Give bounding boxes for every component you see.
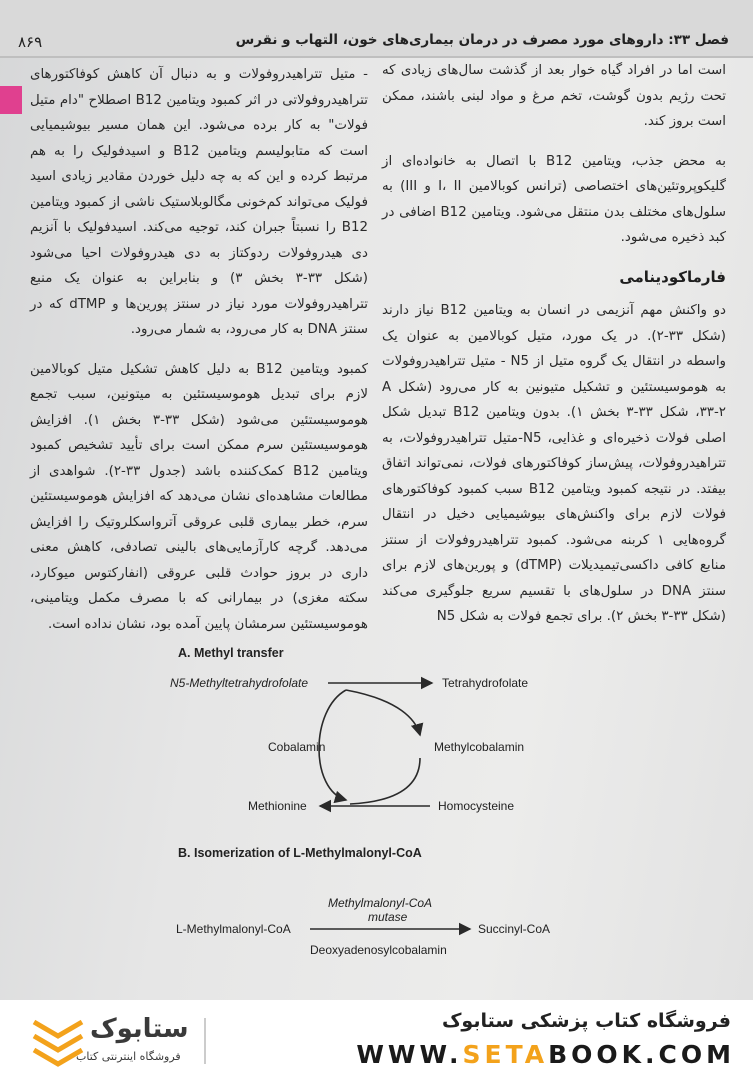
footer-divider <box>204 1018 206 1064</box>
url-prefix: WWW. <box>356 1040 463 1069</box>
paragraph: کمبود ویتامین B12 به دلیل کاهش تشکیل متیل کوبالامین لازم برای تبدیل هوموسیستئین به میتونین، سبب تجمع هوموسیستئین می‌شود (شکل ۳۳-۳ بخش ۱). افزایش هوموسیستئین سرم ممکن است برای تأیید تشخیص کمبود ویتامین B12 کمک‌کننده باشد (جدول ۳۳-۲). شواهدی از مطالعات مشاهده‌ای نشان می‌دهد که افزایش هوموسیستئین سرم، خطر بیماری قلبی عروقی آترواسکلروتیک را افزایش می‌دهد. گرچه کارآزمایی‌های بالینی تصادفی، کاهش معنی داری در بروز حوادث قلبی عروقی (انفارکتوس میوکارد، سکته مغزی) در بیمارانی که با مصرف مکمل ویتامینی، هوموسیستئین سرمشان پایین آمده بود، نشان نداده است. <box>30 361 368 632</box>
cobalamin-label: Cobalamin <box>268 740 326 754</box>
cofactor-label: Deoxyadenosylcobalamin <box>310 943 447 957</box>
paragraph: به محض جذب، ویتامین B12 با اتصال به خانواده‌ای از گلیکوپروتئین‌های اختصاصی (ترانس کوبالامین I، II و III) به سلول‌های مختلف بدن منتقل می‌شود. ویتامین B12 اضافی در کبد ذخیره می‌شود. <box>382 153 726 245</box>
n5-methyltetrahydrofolate-label: N5-Methyltetrahydrofolate <box>170 676 309 690</box>
figure-33-2 <box>170 640 590 970</box>
right-text-column <box>382 58 726 644</box>
chapter-title: فصل ۳۳: داروهای مورد مصرف در درمان بیماری‌های خون، التهاب و نقرس <box>235 32 729 48</box>
enzyme-name-line2: mutase <box>368 910 408 924</box>
setabook-logo <box>30 1014 210 1070</box>
enzyme-name-line1: Methylmalonyl-CoA <box>328 896 433 910</box>
panel-a-title: A. Methyl transfer <box>178 646 284 660</box>
paragraph: است اما در افراد گیاه خوار بعد از گذشت سال‌های زیادی که تحت رژیم بدون گوشت، تخم مرغ و مواد لبنی باشند، ممکن است بروز کند. <box>382 63 726 129</box>
paragraph: - متیل تتراهیدروفولات و به دنبال آن کاهش کوفاکتورهای تتراهیدروفولاتی در اثر کمبود ویتامین B12 اصطلاح "دام متیل فولات" به کار برده می‌شود. این همان مسیر بیوشیمیایی است که متابولیسم ویتامین B12 و اسیدفولیک را به هم مرتبط کرده و این که به چه دلیل خوردن مقادیر زیادی اسید فولیک می‌تواند کم‌خونی مگالوبلاستیک ناشی از کمبود ویتامین B12 را نسبتاً جبران کند، توجیه می‌کند. اسیدفولیک با آنزیم دی هیدروفولات ردوکتاز به دی هیدروفولات احیا می‌شود (شکل ۳۳-۳ بخش ۳) و بنابراین به عنوان یک منبع تتراهیدروفولات مورد نیاز در سنتز پورین‌ها و dTMP که در سنتز DNA به کار می‌رود، به شمار می‌رود. <box>30 67 369 337</box>
product-label: Succinyl-CoA <box>478 922 551 936</box>
page-number: ۸۶۹ <box>18 33 43 51</box>
url-brand-accent: SETA <box>462 1040 549 1069</box>
left-text-column <box>30 62 368 651</box>
homocysteine-label: Homocysteine <box>438 799 515 813</box>
methylcobalamin-label: Methylcobalamin <box>434 740 525 754</box>
chapter-color-tab <box>0 86 22 114</box>
paragraph: دو واکنش مهم آنزیمی در انسان به ویتامین B12 نیاز دارند (شکل ۳۳-۲). در یک مورد، متیل کوبالامین به عنوان یک واسطه در انتقال یک گروه متیل از N5 - متیل تتراهیدروفولات به هوموسیستئین و تشکیل متیونین به کار می‌رود (شکل A ۳۳-۲، شکل ۳۳-۳ بخش ۱). بدون ویتامین B12 تبدیل شکل اصلی فولات ذخیره‌ای و غذایی، N5-متیل تتراهیدروفولات، به تتراهیدروفولات، پیش‌ساز کوفاکتورهای فولات، نمی‌تواند اتفاق بیفتد. در نتیجه کمبود ویتامین B12 سبب کمبود کوفاکتورهای فولات لازم برای واکنش‌های بیوشیمیایی دخیل در انتقال گروه‌هایی ۱ کربنه می‌شود. کمبود تتراهیدروفولات از سنتز منابع کافی داکسی‌تیمیدیلات (dTMP) و پورین‌های لازم برای سنتز DNA در سلول‌های با تقسیم سریع جلوگیری می‌کند (شکل ۳۳-۳ بخش ۲). برای تجمع فولات به شکل N5 <box>382 303 727 624</box>
cycle-right-arc <box>346 690 420 735</box>
methionine-label: Methionine <box>248 799 307 813</box>
panel-b-title: B. Isomerization of L-Methylmalonyl-CoA <box>178 846 422 860</box>
tetrahydrofolate-label: Tetrahydrofolate <box>442 676 529 690</box>
store-url[interactable] <box>356 1040 735 1069</box>
store-name: فروشگاه کتاب پزشکی ستابوک <box>441 1010 731 1032</box>
store-footer <box>0 1000 753 1079</box>
url-suffix: BOOK.COM <box>548 1040 735 1069</box>
section-heading: فارماکودینامی <box>619 267 726 286</box>
page-header <box>0 0 753 56</box>
substrate-label: L-Methylmalonyl-CoA <box>176 922 291 936</box>
cycle-lower-arc <box>350 758 420 804</box>
logo-tagline: فروشگاه اینترنتی کتاب <box>76 1050 181 1063</box>
logo-wordmark: ستابوک <box>90 1014 189 1044</box>
